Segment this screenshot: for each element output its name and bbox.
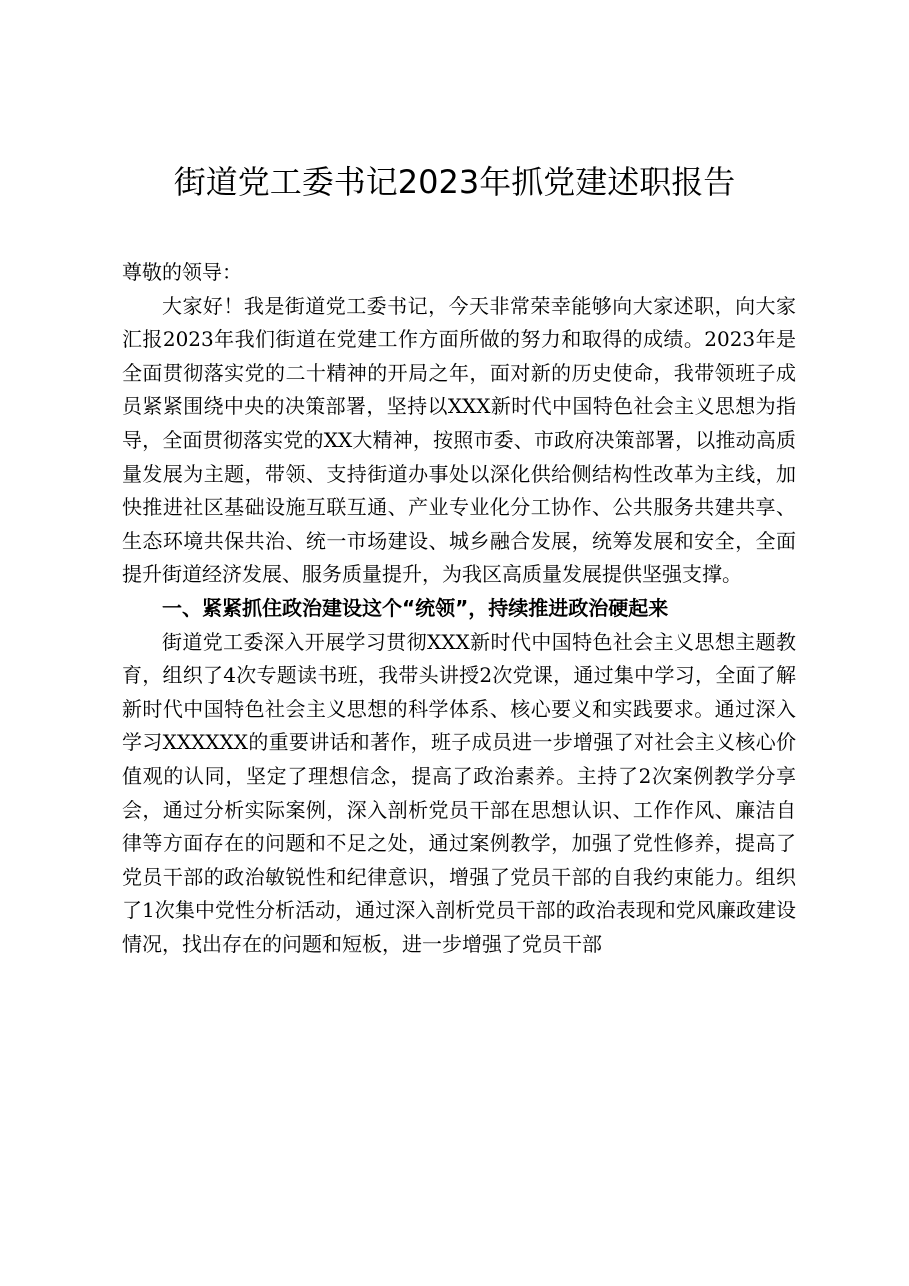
document-body: [122, 256, 796, 961]
intro-paragraph: 大家好！我是街道党工委书记，今天非常荣幸能够向大家述职，向大家汇报2023年我们街道在党建工作方面所做的努力和取得的成绩。2023年是全面贯彻落实党的二十精神的开局之年，面对新的历史使命，我带领班子成员紧紧围绕中央的决策部署，坚持以XXX新时代中国特色社会主义思想为指导，全面贯彻落实党的XX大精神，按照市委、市政府决策部署，以推动高质量发展为主题，带领、支持街道办事处以深化供给侧结构性改革为主线，加快推进社区基础设施互联互通、产业专业化分工协作、公共服务共建共享、生态环境共保共治、统一市场建设、城乡融合发展，统筹发展和安全，全面提升街道经济发展、服务质量提升，为我区高质量发展提供坚强支撑。: [122, 293, 796, 587]
document-title: 街道党工委书记2023年抓党建述职报告: [173, 163, 736, 201]
section-1-paragraph: 街道党工委深入开展学习贯彻XXX新时代中国特色社会主义思想主题教育，组织了4次专题读书班，我带头讲授2次党课，通过集中学习，全面了解新时代中国特色社会主义思想的科学体系、核心要义和实践要求。通过深入学习XXXXXX的重要讲话和著作，班子成员进一步增强了对社会主义核心价值观的认同，坚定了理想信念，提高了政治素养。主持了2次案例教学分享会，通过分析实际案例，深入剖析党员干部在思想认识、工作作风、廉洁自律等方面存在的问题和不足之处，通过案例教学，加强了党性修养，提高了党员干部的政治敏锐性和纪律意识，增强了党员干部的自我约束能力。组织了1次集中党性分析活动，通过深入剖析党员干部的政治表现和党风廉政建设情况，找出存在的问题和短板，进一步增强了党员干部: [122, 629, 796, 956]
section-1-heading: 一、紧紧抓住政治建设这个“统领”，持续推进政治硬起来: [162, 595, 669, 620]
salutation: 尊敬的领导：: [122, 260, 242, 284]
